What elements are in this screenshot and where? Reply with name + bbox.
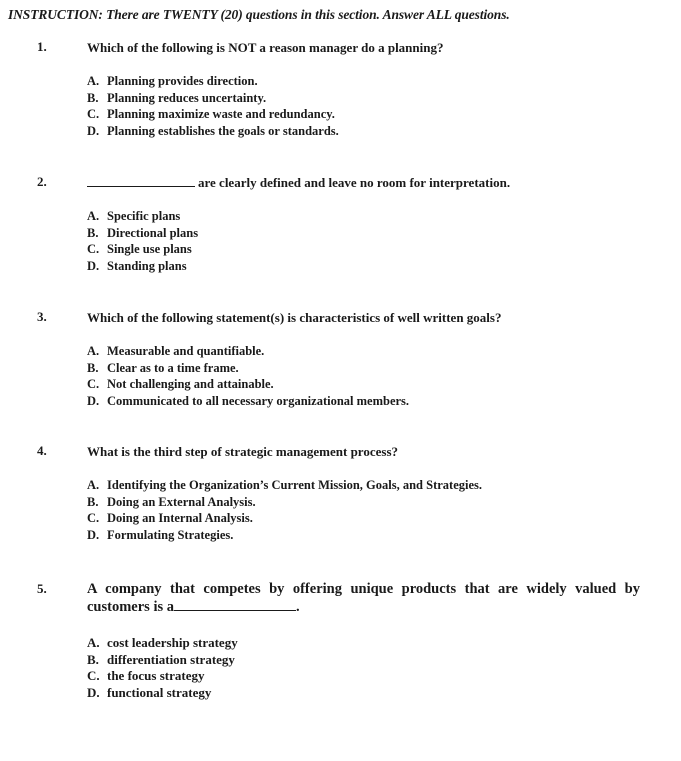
option-text: Formulating Strategies. [107, 527, 234, 542]
option-letter: C. [87, 511, 100, 525]
question-number: 1. [37, 39, 47, 54]
question-text [87, 580, 640, 616]
question-text [87, 39, 640, 56]
question-text: Which of the following statement(s) is characteristics of well written goals? [87, 310, 502, 325]
option-letter: A. [87, 74, 100, 88]
option-text: differentiation strategy [107, 651, 235, 667]
option-letter: D. [87, 527, 100, 542]
option-b[interactable] [87, 494, 482, 511]
option-b[interactable] [87, 652, 238, 669]
option-letter: B. [87, 494, 99, 509]
option-text: Measurable and quantifiable. [107, 344, 265, 358]
option-c[interactable] [87, 668, 238, 685]
option-letter: B. [87, 360, 99, 375]
option-letter: D. [87, 123, 100, 138]
option-text: Identifying the Organization’s Current Mission, Goals, and Strategies. [107, 478, 483, 492]
option-c[interactable] [87, 106, 339, 123]
question-text-part: are clearly defined and leave no room for interpretation. [198, 175, 511, 190]
option-b[interactable] [87, 90, 339, 107]
option-d[interactable] [87, 258, 198, 275]
option-letter: A. [87, 209, 100, 223]
question-text: What is the third step of strategic management process? [87, 444, 398, 459]
option-b[interactable] [87, 225, 198, 242]
option-letter: D. [87, 684, 100, 700]
option-d[interactable] [87, 527, 482, 544]
option-letter: D. [87, 393, 100, 408]
option-text: Specific plans [107, 209, 181, 223]
option-text: Clear as to a time frame. [107, 360, 239, 375]
option-a[interactable] [87, 73, 339, 90]
option-text: Standing plans [107, 258, 187, 273]
option-c[interactable] [87, 376, 409, 393]
question-number: 3. [37, 309, 47, 324]
question-text-part: A company that competes by offering unique products that are widely valued by customers is a [87, 581, 640, 615]
option-letter: A. [87, 635, 100, 650]
option-text: Not challenging and attainable. [107, 377, 274, 391]
option-b[interactable] [87, 360, 409, 377]
instruction-heading: INSTRUCTION: There are TWENTY (20) questions in this section. Answer ALL questions. [8, 7, 510, 22]
option-text: Planning reduces uncertainty. [107, 90, 267, 105]
answer-options [87, 343, 409, 409]
answer-options [87, 208, 198, 274]
question-text-part: Which of the following is [87, 40, 229, 55]
answer-options [87, 73, 339, 139]
option-text: the focus strategy [107, 668, 205, 683]
option-letter: B. [87, 651, 99, 667]
option-letter: A. [87, 478, 100, 492]
option-letter: C. [87, 242, 100, 256]
question-text-part: . [296, 599, 300, 615]
option-letter: C. [87, 107, 100, 121]
option-letter: B. [87, 225, 99, 240]
option-text: Planning provides direction. [107, 74, 258, 88]
option-letter: B. [87, 90, 99, 105]
option-c[interactable] [87, 510, 482, 527]
answer-blank [87, 174, 195, 187]
question-text-emphasis: NOT [228, 40, 257, 55]
option-d[interactable] [87, 685, 238, 702]
option-c[interactable] [87, 241, 198, 258]
option-text: functional strategy [107, 684, 212, 700]
option-a[interactable] [87, 343, 409, 360]
option-text: Single use plans [107, 242, 192, 256]
option-letter: A. [87, 344, 100, 358]
option-a[interactable] [87, 208, 198, 225]
option-letter: C. [87, 377, 100, 391]
question-text [87, 174, 640, 191]
option-text: Directional plans [107, 225, 199, 240]
option-letter: C. [87, 668, 100, 683]
question-text-part: a reason manager do a planning? [256, 40, 444, 55]
question-number: 5. [37, 581, 47, 596]
option-text: Communicated to all necessary organizational members. [107, 393, 410, 408]
answer-options [87, 477, 482, 543]
question-number: 2. [37, 174, 47, 189]
option-d[interactable] [87, 393, 409, 410]
option-text: Doing an External Analysis. [107, 494, 256, 509]
option-a[interactable] [87, 477, 482, 494]
option-text: cost leadership strategy [107, 635, 238, 650]
option-letter: D. [87, 258, 100, 273]
option-a[interactable] [87, 635, 238, 652]
option-text: Planning establishes the goals or standards. [107, 123, 339, 138]
option-text: Doing an Internal Analysis. [107, 511, 253, 525]
option-d[interactable] [87, 123, 339, 140]
question-number: 4. [37, 443, 47, 458]
answer-blank [174, 598, 296, 611]
option-text: Planning maximize waste and redundancy. [107, 107, 335, 121]
answer-options [87, 635, 238, 701]
